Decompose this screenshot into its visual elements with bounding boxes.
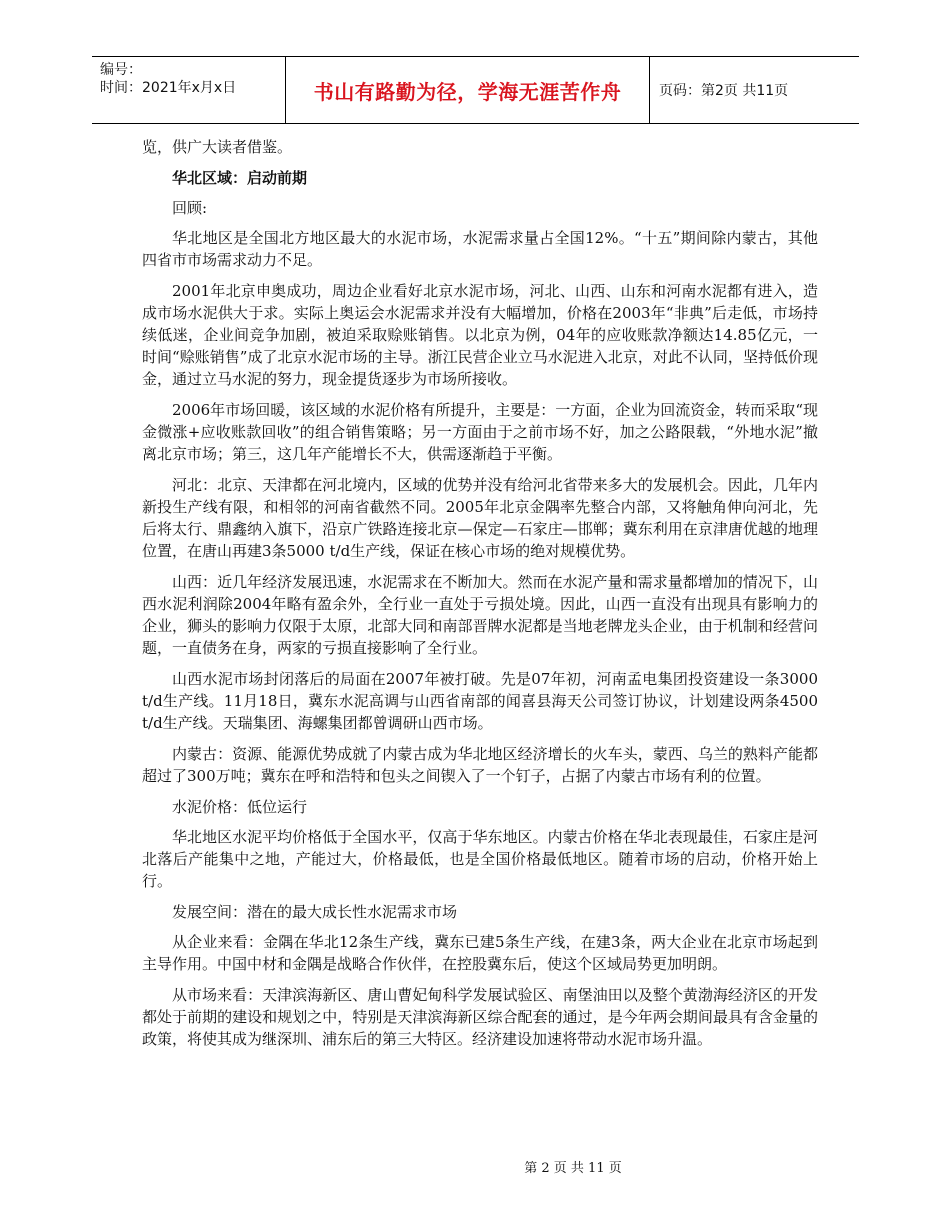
paragraph-hebei: 河北：北京、天津都在河北境内，区域的优势并没有给河北省带来多大的发展机会。因此，几年内新投生产线有限，和相邻的河南省截然不同。2005年北京金隅率先整合内部，又将触角伸向河北，先后将太行、鼎鑫纳入旗下，沿京广铁路连接北京—保定—石家庄—邯郸；冀东利用在京津唐优越的地理位置，在唐山再建3条5000 t/d生产线，保证在核心市场的绝对规模优势。 <box>142 476 818 560</box>
paragraph: 山西水泥市场封闭落后的局面在2007年被打破。先是07年初，河南孟电集团投资建设一条3000 t/d生产线。11月18日，冀东水泥高调与山西省南部的闻喜县海天公司签订协议，计划建设两条4500 t/d生产线。天瑞集团、海螺集团都曾调研山西市场。 <box>142 670 818 732</box>
subheading-development-space: 发展空间：潜在的最大成长性水泥需求市场 <box>172 903 458 921</box>
paragraph: 从企业来看：金隅在华北12条生产线，冀东已建5条生产线，在建3条，两大企业在北京市场起到主导作用。中国中材和金隅是战略合作伙伴，在控股冀东后，使这个区域局势更加明朗。 <box>142 933 818 973</box>
page-header <box>92 56 859 124</box>
subheading-cement-price: 水泥价格：低位运行 <box>172 798 308 816</box>
paragraph: 从市场来看：天津滨海新区、唐山曹妃甸科学发展试验区、南堡油田以及整个黄渤海经济区的开发都处于前期的建设和规划之中，特别是天津滨海新区综合配套的通过，是今年两会期间最具有含金量的政策，将使其成为继深圳、浦东后的第三大特区。经济建设加速将带动水泥市场升温。 <box>142 986 818 1048</box>
document-date: 时间：2021年x月x日 <box>100 80 237 96</box>
document-number-label: 编号： <box>100 62 142 78</box>
header-motto: 书山有路勤为径，学海无涯苦作舟 <box>313 79 622 104</box>
header-page-info: 页码：第2页 共11页 <box>659 83 789 99</box>
document-body <box>142 136 818 1059</box>
paragraph: 华北地区水泥平均价格低于全国水平，仅高于华东地区。内蒙古价格在华北表现最佳，石家庄是河北落后产能集中之地，产能过大，价格最低，也是全国价格最低地区。随着市场的启动，价格开始上行。 <box>142 828 818 890</box>
page-footer <box>0 1157 950 1176</box>
header-page-info-cell <box>649 57 869 123</box>
paragraph: 2006年市场回暖，该区域的水泥价格有所提升，主要是：一方面，企业为回流资金，转而采取“现金微涨+应收账款回收”的组合销售策略；另一方面由于之前市场不好，加之公路限载，“外地水泥”撤离北京市场；第三，这几年产能增长不大，供需逐渐趋于平衡。 <box>142 401 818 463</box>
paragraph-inner-mongolia: 内蒙古：资源、能源优势成就了内蒙古成为华北地区经济增长的火车头，蒙西、乌兰的熟料产能都超过了300万吨；冀东在呼和浩特和包头之间锲入了一个钉子，占据了内蒙古市场有利的位置。 <box>142 745 818 785</box>
paragraph-continuation: 览，供广大读者借鉴。 <box>142 138 293 156</box>
paragraph: 2001年北京申奥成功，周边企业看好北京水泥市场，河北、山西、山东和河南水泥都有进入，造成市场水泥供大于求。实际上奥运会水泥需求并没有大幅增加，价格在2003年“非典”后走低，市场持续低迷，企业间竞争加剧，被迫采取赊账销售。以北京为例，04年的应收账款净额达14.85亿元，一时间“赊账销售”成了北京水泥市场的主导。浙江民营企业立马水泥进入北京，对此不认同，坚持低价现金，通过立马水泥的努力，现金提货逐步为市场所接收。 <box>142 282 818 388</box>
subheading-review: 回顾: <box>172 199 208 217</box>
paragraph-shanxi: 山西：近几年经济发展迅速，水泥需求在不断加大。然而在水泥产量和需求量都增加的情况下，山西水泥利润除2004年略有盈余外，全行业一直处于亏损处境。因此，山西一直没有出现具有影响力的企业，狮头的影响力仅限于太原，北部大同和南部晋牌水泥都是当地老牌龙头企业，由于机制和经营问题，一直债务在身，两家的亏损直接影响了全行业。 <box>142 573 818 657</box>
paragraph: 华北地区是全国北方地区最大的水泥市场，水泥需求量占全国12%。“十五”期间除内蒙古，其他四省市市场需求动力不足。 <box>142 229 818 269</box>
footer-page-number: 第 2 页 共 11 页 <box>524 1161 622 1176</box>
header-motto-cell <box>285 57 650 123</box>
section-heading-north-china: 华北区域：启动前期 <box>172 169 308 187</box>
header-meta <box>92 57 292 123</box>
